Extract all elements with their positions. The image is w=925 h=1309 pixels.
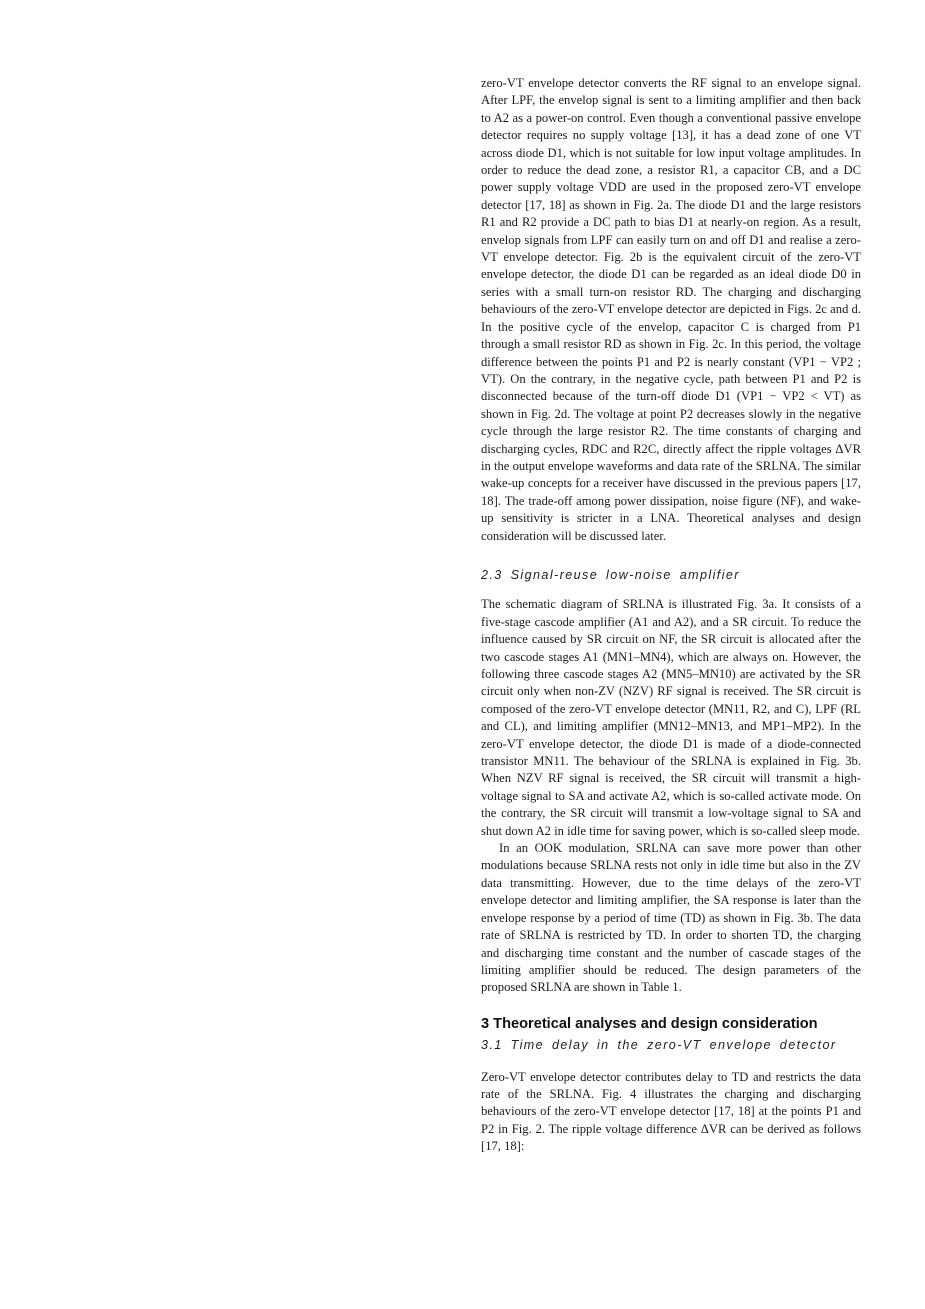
subsection-heading-3-1: 3.1 Time delay in the zero-VT envelope detector <box>481 1038 837 1053</box>
paragraph-ook-modulation: In an OOK modulation, SRLNA can save more power than other modulations because SRLNA rests not only in idle time but also in the ZV data transmitting. However, due to the time delays of the zero-VT envelope detector and limiting amplifier, the SA response is later than the envelope response by a period of time (TD) as shown in Fig. 3b. The data rate of SRLNA is restricted by TD. In order to shorten TD, the charging and discharging time constant and the number of cascade stages of the limiting amplifier should be reduced. The design parameters of the proposed SRLNA are shown in Table 1. <box>481 841 861 995</box>
subsection-heading-2-3: 2.3 Signal-reuse low-noise amplifier <box>481 567 740 582</box>
paragraph-envelope-detector: zero-VT envelope detector converts the RF signal to an envelope signal. After LPF, the envelop signal is sent to a limiting amplifier and then back to A2 as a power-on control. Even though a conventional passive envelope detector requires no supply voltage [13], it has a dead zone of one VT across diode D1, which is not suitable for low input voltage amplitudes. In order to reduce the dead zone, a resistor R1, a capacitor CB, and a DC power supply voltage VDD are used in the proposed zero-VT envelope detector [17, 18] as shown in Fig. 2a. The diode D1 and the large resistors R1 and R2 provide a DC path to bias D1 at nearly-on region. As a result, envelop signals from LPF can easily turn on and off D1 and realise a zero-VT envelope detector. Fig. 2b is the equivalent circuit of the zero-VT envelope detector, the diode D1 can be regarded as an ideal diode D0 in series with a small turn-on resistor RD. The charging and discharging behaviours of the zero-VT envelope detector are depicted in Figs. 2c and d. In the positive cycle of the envelop, capacitor C is charged from P1 through a small resistor RD as shown in Fig. 2c. In this period, the voltage difference between the points P1 and P2 is nearly constant (VP1 − VP2 ; VT). On the contrary, in the negative cycle, path between P1 and P2 is disconnected because of the turn-off diode D1 (VP1 − VP2 < VT) as shown in Fig. 2d. The voltage at point P2 decreases slowly in the negative cycle through the large resistor R2. The time constants of charging and discharging cycles, RDC and R2C, directly affect the ripple voltages ΔVR in the output envelope waveforms and data rate of the SRLNA. The similar wake-up concepts for a receiver have discussed in the previous papers [17, 18]. The trade-off among power dissipation, noise figure (NF), and wake-up sensitivity is stricter in a LNA. Theoretical analyses and design consideration will be discussed later. <box>481 76 861 543</box>
paragraph-time-delay: Zero-VT envelope detector contributes delay to TD and restricts the data rate of the SRLNA. Fig. 4 illustrates the charging and discharging behaviours of the zero-VT envelope detector [17, 18] at the points P1 and P2 in Fig. 2. The ripple voltage difference ΔVR can be derived as follows [17, 18]: <box>481 1069 861 1154</box>
section-heading-3: 3 Theoretical analyses and design consideration <box>481 1015 818 1032</box>
paragraph-srlna-schematic: The schematic diagram of SRLNA is illustrated Fig. 3a. It consists of a five-stage cascode amplifier (A1 and A2), and a SR circuit. To reduce the influence caused by SR circuit on NF, the SR circuit is allocated after the two cascode stages A1 (MN1–MN4), which are always on. However, the following three cascode stages A2 (MN5–MN10) are activated by the SR circuit only when non-ZV (NZV) RF signal is received. The SR circuit is composed of the zero-VT envelope detector (MN11, R2, and C), LPF (RL and CL), and limiting amplifier (MN12–MN13, and MP1–MP2). In the zero-VT envelope detector, the diode D1 is made of a diode-connected transistor MN11. The behaviour of the SRLNA is explained in Fig. 3b. When NZV RF signal is received, the SR circuit will transmit a high-voltage signal to SA and activate A2, which is so-called activate mode. On the contrary, the SR circuit will transmit a low-voltage signal to SA and shut down A2 in idle time for saving power, which is so-called sleep mode. <box>481 597 861 838</box>
text-column <box>481 75 861 1156</box>
